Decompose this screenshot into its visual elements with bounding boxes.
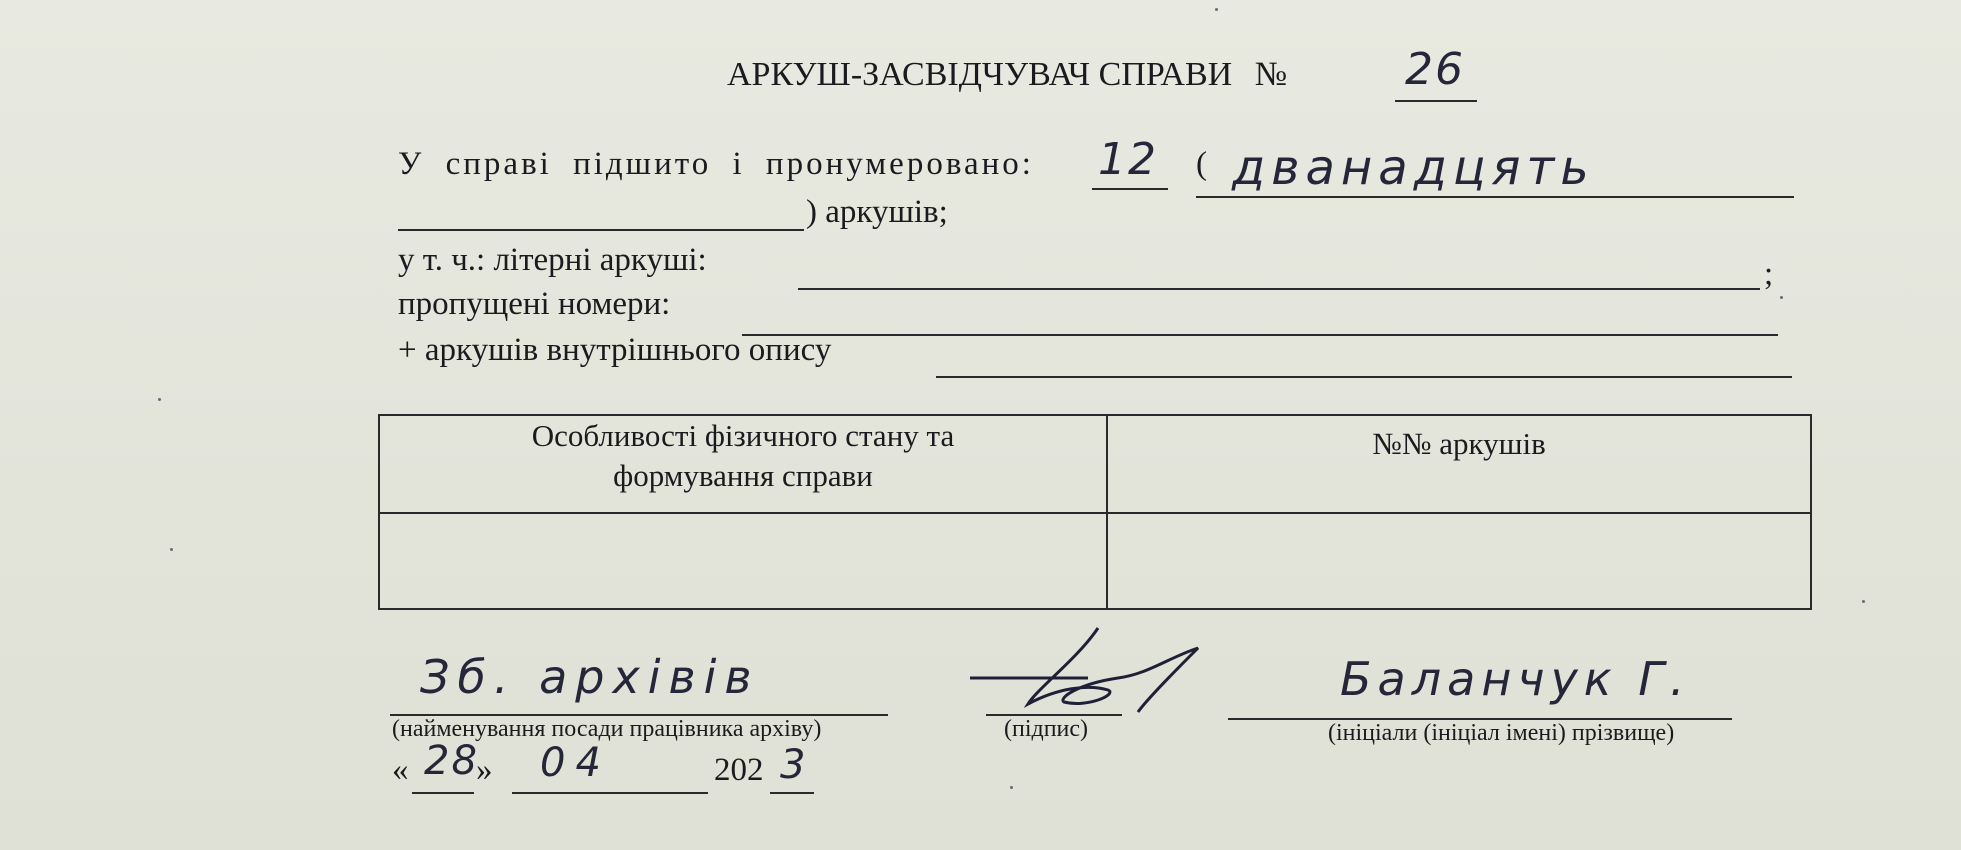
physical-state-table: [378, 414, 1812, 610]
paper-speck: [1010, 786, 1013, 789]
date-day: 28: [424, 738, 479, 784]
position-caption: (найменування посади працівника архіву): [392, 716, 822, 742]
paper-speck: [1780, 296, 1783, 299]
date-year-prefix: 202: [714, 752, 764, 788]
sheets-prefix: У справі підшито і пронумеровано:: [398, 146, 1034, 182]
table-row: [379, 513, 1811, 609]
case-number-value: 26: [1405, 44, 1465, 95]
inner-inventory-label: + аркушів внутрішнього опису: [398, 332, 832, 368]
number-sign: №: [1254, 56, 1288, 93]
skipped-numbers-underline: [742, 334, 1778, 336]
open-paren: (: [1196, 146, 1207, 182]
title-label: АРКУШ-ЗАСВІДЧУВАЧ СПРАВИ: [727, 56, 1233, 93]
name-value: Баланчук Г.: [1340, 652, 1691, 706]
case-number-underline: [1395, 100, 1477, 102]
position-value: Зб. архівів: [420, 650, 760, 704]
sheets-words-underline-cont: [398, 229, 804, 231]
date-close-quote: »: [476, 752, 493, 788]
date-year-underline: [770, 792, 814, 794]
name-caption: (ініціали (ініціал імені) прізвище): [1328, 720, 1675, 746]
sheets-words-value: дванадцять: [1232, 140, 1595, 196]
paper-speck: [158, 398, 161, 401]
date-day-underline: [412, 792, 474, 794]
cell-physical-state: [379, 513, 1107, 609]
document-title: [727, 56, 1287, 94]
table-header-row: [379, 415, 1811, 513]
letter-sheets-end: ;: [1764, 256, 1774, 292]
paper-speck: [1215, 8, 1218, 11]
letter-sheets-underline: [798, 288, 1760, 290]
skipped-numbers-label: пропущені номери:: [398, 286, 671, 322]
header-sheet-numbers: №№ аркушів: [1107, 415, 1811, 513]
date-month-underline: [512, 792, 708, 794]
cell-sheet-numbers: [1107, 513, 1811, 609]
date-month: 04: [540, 740, 611, 786]
signature-caption: (підпис): [1004, 716, 1089, 742]
signature-image: [968, 618, 1228, 728]
paper-speck: [1862, 600, 1865, 603]
paper-speck: [170, 548, 173, 551]
sheets-words-underline: [1196, 196, 1794, 198]
inner-inventory-underline: [936, 376, 1792, 378]
date-open-quote: «: [392, 752, 409, 788]
header-physical-state: Особливості фізичного стану та формування справи: [379, 415, 1107, 513]
letter-sheets-label: у т. ч.: літерні аркуші:: [398, 242, 707, 278]
date-year-digit: 3: [780, 742, 808, 788]
sheets-count-underline: [1092, 188, 1168, 190]
sheets-count-value: 12: [1098, 134, 1158, 185]
sheets-suffix: ) аркушів;: [806, 194, 948, 230]
